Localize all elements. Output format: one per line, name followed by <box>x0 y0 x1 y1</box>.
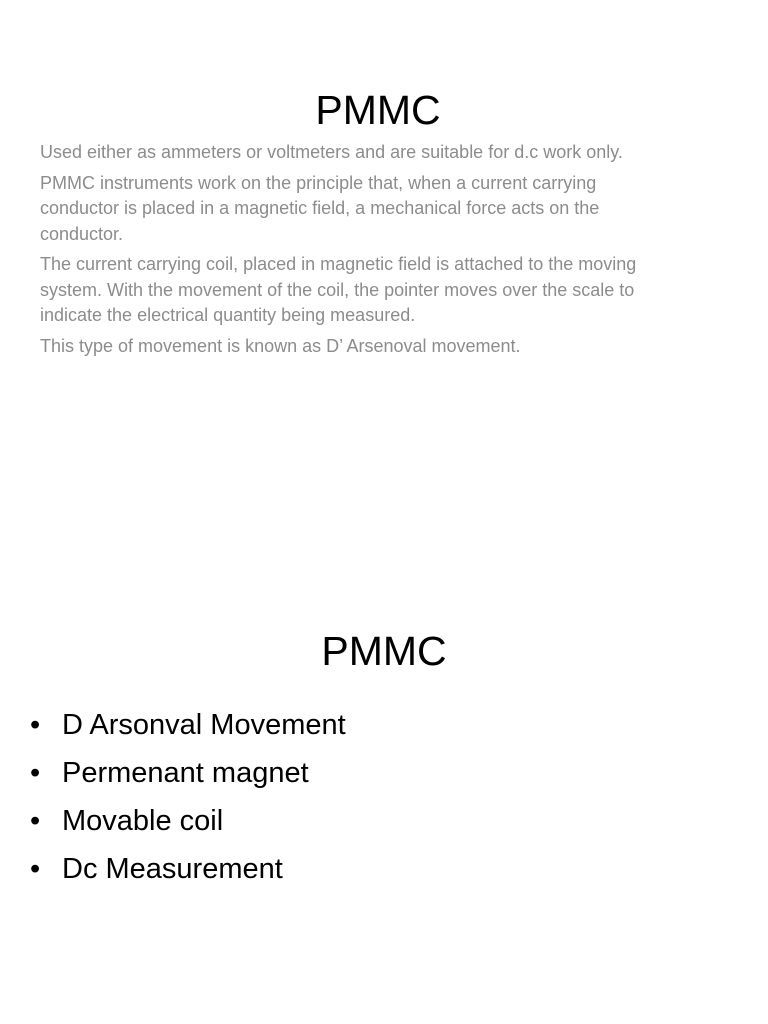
paragraph: This type of movement is known as D’ Arsenoval movement. <box>40 335 521 356</box>
bullet-icon: • <box>30 853 41 885</box>
bullet-item <box>30 708 346 756</box>
slide-1-title: PMMC <box>315 87 441 133</box>
slide-2-title: PMMC <box>321 628 447 674</box>
paragraph: The current carrying coil, placed in magnetic field is attached to the moving system. With the movement of the coil, the pointer moves over the scale to indicate the electrical quantity being measured. <box>40 254 637 325</box>
bullet-text: D Arsonval Movement <box>62 709 346 741</box>
bullet-text: Movable coil <box>62 805 224 837</box>
bullet-text: Dc Measurement <box>62 853 283 885</box>
bullet-icon: • <box>30 709 41 741</box>
paragraph: Used either as ammeters or voltmeters and are suitable for d.c work only. <box>40 142 623 162</box>
slide-2 <box>0 560 768 1024</box>
bullet-item <box>30 852 346 900</box>
slide-1-body <box>40 140 640 364</box>
bullet-icon: • <box>30 805 41 837</box>
bullet-item <box>30 756 346 804</box>
bullet-item <box>30 804 346 852</box>
bullet-text: Permenant magnet <box>62 757 309 789</box>
bullet-icon: • <box>30 757 41 789</box>
paragraph: PMMC instruments work on the principle that, when a current carrying conductor is placed in a magnetic field, a mechanical force acts on the conductor. <box>40 172 600 244</box>
bullet-list <box>30 708 346 900</box>
